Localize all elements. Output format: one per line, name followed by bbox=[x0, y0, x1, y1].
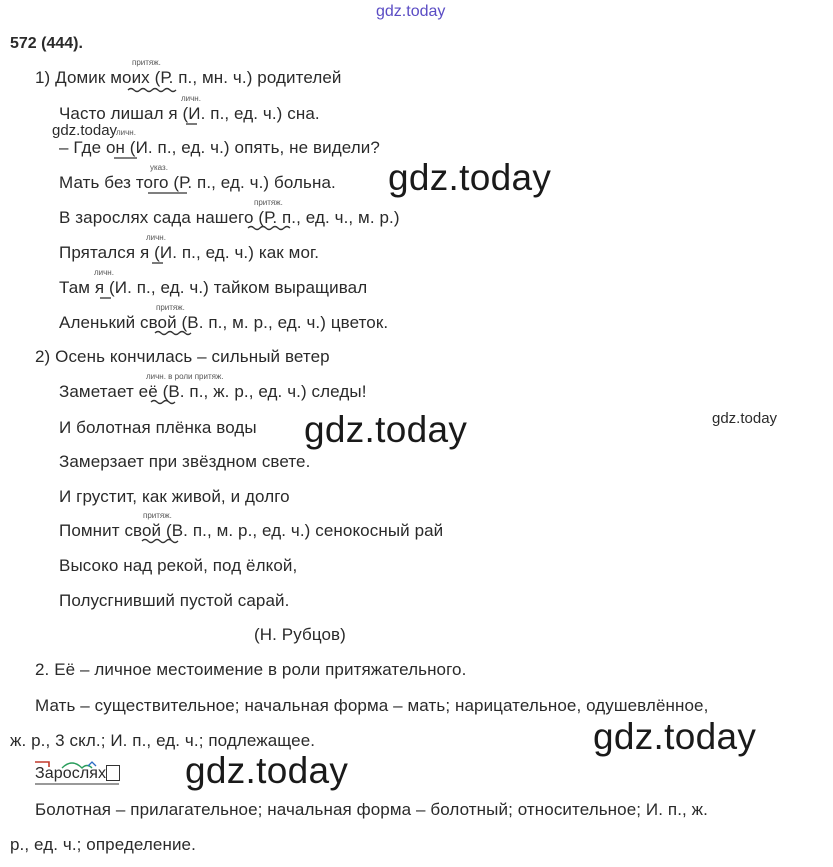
wavy-underline-svoy-2 bbox=[142, 540, 178, 543]
poem1-line-1: 1) Домик моих (Р. п., мн. ч.) родителей bbox=[35, 68, 342, 87]
analysis-word-zaroslyah: Зарослях bbox=[35, 765, 107, 782]
anno-pritjazh-4: притяж. bbox=[143, 511, 172, 520]
anno-pritjazh-2: притяж. bbox=[254, 198, 283, 207]
watermark-big-1: gdz.today bbox=[388, 157, 552, 198]
poem1-line-8: Аленький свой (В. п., м. р., ед. ч.) цветок. bbox=[59, 313, 389, 332]
poem1-line-5: В зарослях сада нашего (Р. п., ед. ч., м. р.) bbox=[59, 208, 400, 227]
analysis-bolotnaya-line-2: р., ед. ч.; определение. bbox=[10, 835, 196, 854]
wavy-underline-nashego bbox=[248, 227, 290, 230]
poem1-line-4: Мать без того (Р. п., ед. ч.) больна. bbox=[59, 173, 336, 192]
watermark-big-4: gdz.today bbox=[185, 750, 349, 791]
anno-ukaz: указ. bbox=[150, 163, 168, 172]
watermark-big-2: gdz.today bbox=[304, 409, 468, 450]
poem2-line-5: И грустит, как живой, и долго bbox=[59, 487, 290, 506]
poem1-line-6: Прятался я (И. п., ед. ч.) как мог. bbox=[59, 243, 320, 262]
anno-pritjazh-3: притяж. bbox=[156, 303, 185, 312]
analysis-item-2: 2. Её – личное местоимение в роли притяжательного. bbox=[35, 660, 467, 679]
watermark-small-left: gdz.today bbox=[52, 122, 118, 139]
poem1-line-2: Часто лишал я (И. п., ед. ч.) сна. bbox=[59, 104, 320, 123]
poem1-line-7: Там я (И. п., ед. ч.) тайком выращивал bbox=[59, 278, 368, 297]
wavy-underline-svoy-1 bbox=[155, 332, 191, 335]
poem2-line-4: Замерзает при звёздном свете. bbox=[59, 452, 311, 471]
poem2-line-7: Высоко над рекой, под ёлкой, bbox=[59, 556, 298, 575]
poem2-line-3: И болотная плёнка воды bbox=[59, 418, 257, 437]
suffix-mark bbox=[88, 762, 96, 766]
wavy-underline-eyo bbox=[151, 401, 175, 404]
root-arc-mark bbox=[62, 763, 92, 768]
analysis-bolotnaya-line-1: Болотная – прилагательное; начальная форма – болотный; относительное; И. п., ж. bbox=[35, 800, 708, 819]
anno-pritjazh-1: притяж. bbox=[132, 58, 161, 67]
poem2-line-1: 2) Осень кончилась – сильный ветер bbox=[35, 347, 330, 366]
poem2-line-2: Заметает её (В. п., ж. р., ед. ч.) следы! bbox=[59, 382, 367, 401]
anno-lichn-2: личн. bbox=[116, 128, 136, 137]
poem1-line-3: – Где он (И. п., ед. ч.) опять, не видели? bbox=[59, 138, 380, 157]
exercise-number: 572 (444). bbox=[10, 35, 83, 52]
poem-author: (Н. Рубцов) bbox=[254, 625, 346, 644]
analysis-mat-line-1: Мать – существительное; начальная форма – мать; нарицательное, одушевлённое, bbox=[35, 696, 709, 715]
watermark-small-right: gdz.today bbox=[712, 410, 778, 427]
poem2-line-8: Полусгнивший пустой сарай. bbox=[59, 591, 290, 610]
anno-lichn-3: личн. bbox=[146, 233, 166, 242]
prefix-mark bbox=[35, 762, 49, 767]
wavy-underline-moih bbox=[128, 89, 176, 92]
watermark-top: gdz.today bbox=[376, 3, 446, 20]
watermark-big-3: gdz.today bbox=[593, 716, 757, 757]
anno-lichn-4: личн. bbox=[94, 268, 114, 277]
anno-lichn-1: личн. bbox=[181, 94, 201, 103]
anno-lichn-v-roli: личн. в роли притяж. bbox=[146, 372, 224, 381]
poem2-line-6: Помнит свой (В. п., м. р., ед. ч.) сенокосный рай bbox=[59, 521, 444, 540]
analysis-mat-line-2: ж. р., 3 скл.; И. п., ед. ч.; подлежащее. bbox=[10, 731, 316, 750]
